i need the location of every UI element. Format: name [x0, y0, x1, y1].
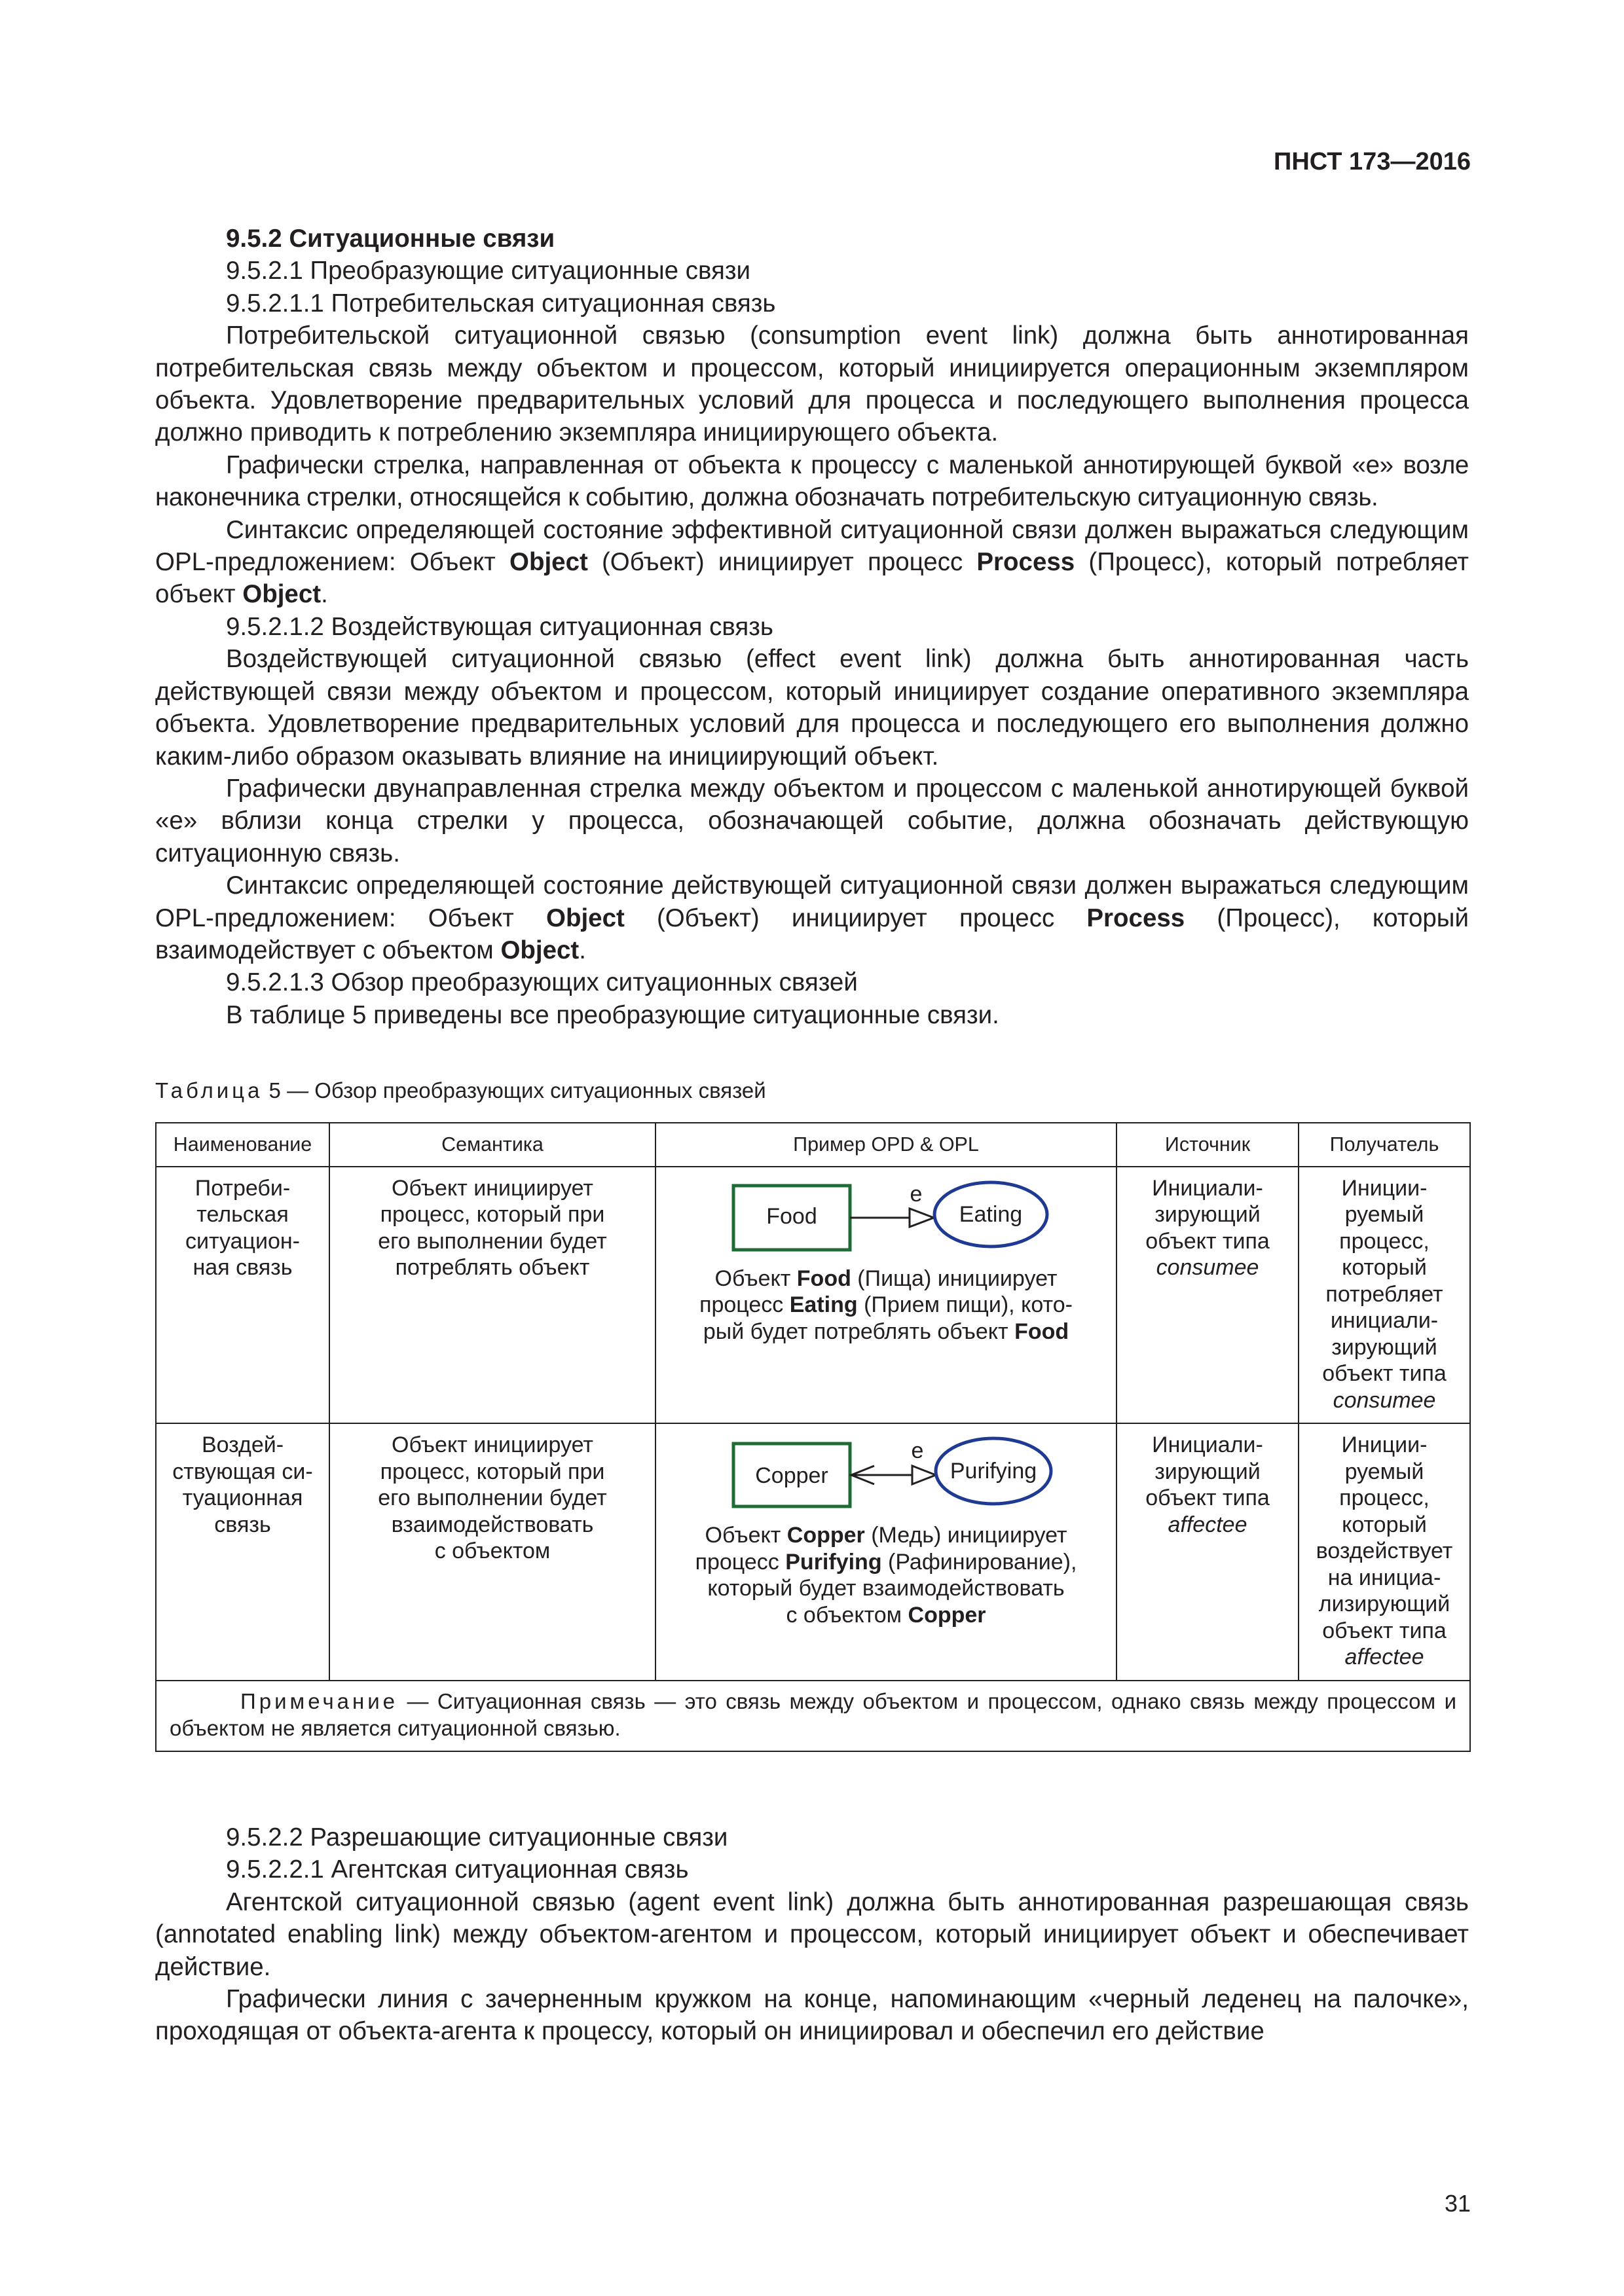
- source-cell: [1116, 1423, 1299, 1681]
- header-cell: Наименование: [156, 1123, 329, 1167]
- table-row: [156, 1423, 1470, 1681]
- source-text: Инициали- зирующий объект типа consumee: [1145, 1175, 1270, 1280]
- section-title-9-5-2-2: 9.5.2.2 Разрешающие ситуационные связи: [226, 1823, 728, 1851]
- document-id: ПНСТ 173—2016: [1274, 148, 1471, 175]
- event-label: e: [910, 1181, 923, 1207]
- paragraph: Потребительской ситуационной связью (consumption event link) должна быть аннотированная потребительская связь между объектом и процессом, который инициируется операционным экземпляром объекта. Удовлетворение предварительных условий для процесса и последующего выполнения процесса должно приводить к потреблению экземпляра инициирующего объекта.: [155, 321, 1469, 447]
- opl-example: Объект Food (Пища) инициирует процесс Eating (Прием пищи), кото- рый будет потреблять объект Food: [699, 1266, 1073, 1344]
- section-title-9-5-2-2-1: 9.5.2.2.1 Агентская ситуационная связь: [226, 1855, 689, 1884]
- table-header-row: [156, 1123, 1470, 1167]
- header-cell: Семантика: [329, 1123, 655, 1167]
- section-title-9-5-2-1-3: 9.5.2.1.3 Обзор преобразующих ситуационных связей: [226, 968, 858, 997]
- source-text: Инициали- зирующий объект типа affectee: [1145, 1432, 1270, 1537]
- paragraph: Синтаксис определяющей состояние действующей ситуационной связи должен выражаться следующим OPL-предложением: Объект Object (Объект) инициирует процесс Process (Процесс), который взаимодействует с объектом Object.: [155, 871, 1469, 964]
- page-number: 31: [1444, 2190, 1471, 2217]
- header-cell: Пример OPD & OPL: [655, 1123, 1116, 1167]
- header-cell: Источник: [1116, 1123, 1299, 1167]
- process-label: Eating: [959, 1201, 1023, 1227]
- paragraph: Графически стрелка, направленная от объекта к процессу с маленькой аннотирующей буквой «е» возле наконечника стрелки, относящейся к событию, должна обозначать потребительскую ситуационную связь.: [155, 450, 1469, 512]
- table-caption: Таблица 5 — Обзор преобразующих ситуационных связей: [155, 1078, 766, 1102]
- object-label: Food: [766, 1203, 817, 1229]
- semantics-cell: [329, 1167, 655, 1424]
- section-title-9-5-2: 9.5.2 Ситуационные связи: [226, 225, 555, 253]
- paragraph: Графически двунаправленная стрелка между объектом и процессом с маленькой аннотирующей буквой «е» вблизи конца стрелки у процесса, обозначающей событие, должна обозначать действующую ситуационную связь.: [155, 774, 1469, 867]
- paragraph: Синтаксис определяющей состояние эффективной ситуационной связи должен выражаться следующим OPL-предложением: Объект Object (Объект) инициирует процесс Process (Процесс), который потребляет объект Object.: [155, 515, 1469, 609]
- name-cell: [156, 1167, 329, 1424]
- target-cell: [1299, 1167, 1470, 1424]
- target-text: Иниции- руемый процесс, который воздействует на инициа- лизирующий объект типа affectee: [1316, 1432, 1453, 1669]
- semantics-text: Объект инициирует процесс, который при его выполнении будет потреблять объект: [378, 1175, 607, 1280]
- table-note: Примечание — Ситуационная связь — это связь между объектом и процессом, однако связь между процессом и объектом не является ситуационной связью.: [156, 1681, 1470, 1751]
- header-cell: Получатель: [1299, 1123, 1470, 1167]
- body-text-continued: [155, 1821, 1469, 2048]
- overview-table: [155, 1122, 1471, 1752]
- object-label: Copper: [755, 1463, 828, 1488]
- paragraph: В таблице 5 приведены все преобразующие ситуационные связи.: [226, 1000, 999, 1029]
- example-cell: [655, 1423, 1116, 1681]
- name-cell: [156, 1423, 329, 1681]
- body-text: [155, 223, 1469, 1031]
- arrowhead-icon: [912, 1466, 936, 1484]
- arrowhead-icon: [910, 1209, 934, 1227]
- process-label: Purifying: [950, 1459, 1037, 1484]
- section-title-9-5-2-1: 9.5.2.1 Преобразующие ситуационные связи: [226, 257, 751, 285]
- effect-event-link-diagram: [709, 1432, 1063, 1518]
- source-cell: [1116, 1167, 1299, 1424]
- event-label: e: [911, 1438, 924, 1463]
- target-text: Иниции- руемый процесс, который потребляет инициали- зирующий объект типа consumee: [1322, 1175, 1447, 1413]
- table-note-row: [156, 1681, 1470, 1751]
- semantics-cell: [329, 1423, 655, 1681]
- link-name: Потреби- тельская ситуацион- ная связь: [185, 1175, 300, 1280]
- consumption-event-link-diagram: [709, 1175, 1063, 1262]
- paragraph: Графически линия с зачерненным кружком на конце, напоминающим «черный леденец на палочке», проходящая от объекта-агента к процессу, который он инициировал и обеспечил его действие: [155, 1985, 1469, 2046]
- section-title-9-5-2-1-2: 9.5.2.1.2 Воздействующая ситуационная связь: [226, 612, 773, 641]
- example-cell: [655, 1167, 1116, 1424]
- table-row: [156, 1167, 1470, 1424]
- paragraph: Агентской ситуационной связью (agent event link) должна быть аннотированная разрешающая связь (annotated enabling link) между объектом-агентом и процессом, который инициирует объект и обеспечивает действие.: [155, 1887, 1469, 1981]
- paragraph: Воздействующей ситуационной связью (effect event link) должна быть аннотированная часть действующей связи между объектом и процессом, который инициирует создание оперативного экземпляра объекта. Удовлетворение предварительных условий для процесса и последующего его выполнения должно каким-либо образом оказывать влияние на инициирующий объект.: [155, 645, 1469, 771]
- opl-example: Объект Copper (Медь) инициирует процесс Purifying (Рафинирование), который будет взаимодействовать с объектом Copper: [695, 1523, 1077, 1628]
- link-name: Воздей- ствующая си- туационная связь: [172, 1432, 313, 1537]
- target-cell: [1299, 1423, 1470, 1681]
- semantics-text: Объект инициирует процесс, который при его выполнении будет взаимодействовать с объектом: [378, 1432, 607, 1563]
- section-title-9-5-2-1-1: 9.5.2.1.1 Потребительская ситуационная связь: [226, 289, 776, 318]
